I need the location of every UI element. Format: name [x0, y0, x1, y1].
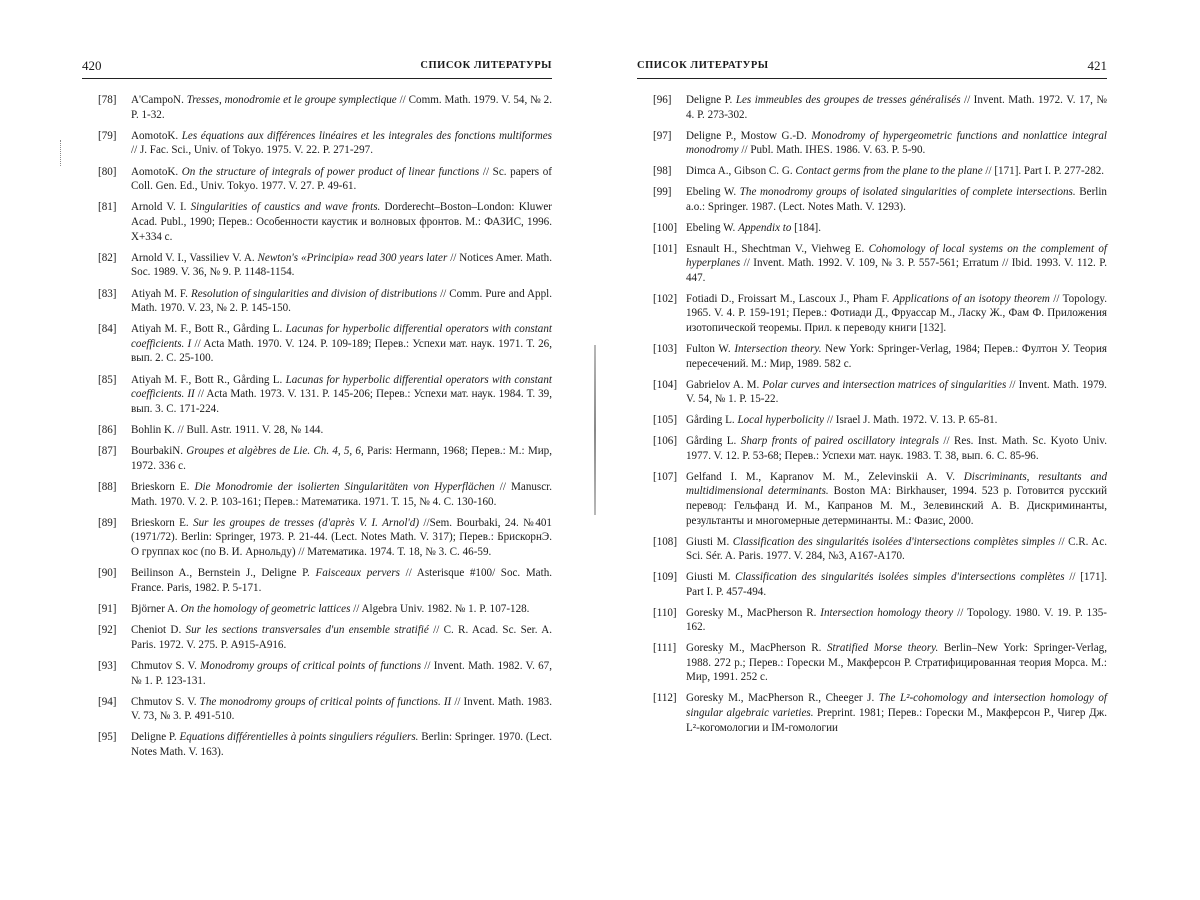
reference-entry — [82, 602, 552, 617]
reference-entry — [637, 93, 1107, 122]
reference-entry — [82, 423, 552, 438]
reference-authors: Dimca A., Gibson C. G. — [686, 165, 793, 178]
reference-authors: Esnault H., Shechtman V., Viehweg E. — [686, 242, 865, 255]
reference-entry — [637, 606, 1107, 635]
reference-number: [93] — [98, 659, 117, 672]
reference-authors: Goresky M., MacPherson R., Cheeger J. — [686, 692, 875, 705]
reference-number: [108] — [653, 535, 678, 548]
reference-title: Faisceaux pervers — [315, 567, 400, 580]
reference-entry — [82, 287, 552, 316]
reference-number: [111] — [653, 642, 677, 655]
reference-details: // Algebra Univ. 1982. № 1. P. 107-128. — [353, 602, 530, 615]
reference-list — [637, 93, 1107, 735]
reference-title: Die Monodromie der isolierten Singularitäten von Hyperflächen — [194, 481, 495, 493]
reference-number: [94] — [98, 695, 117, 708]
reference-authors: BourbakiN. — [131, 445, 184, 458]
left-page — [82, 58, 552, 766]
reference-entry — [637, 164, 1107, 179]
reference-number: [84] — [98, 323, 117, 336]
reference-details: // Invent. Math. 1982. V. 67, № 1. P. 123-131. — [131, 659, 552, 687]
reference-title: Sur les groupes de tresses (d'après V. I. Arnol'd) — [193, 516, 420, 529]
reference-authors: AomotoK. — [131, 165, 179, 178]
reference-details: //Sem. Bourbaki, 24. №401 (1971/72). Berlin: Springer, 1973. P. 21-44. (Lect. Notes Math. V. 317); Перев.: БрискорнЭ. О группах кос (по В. И. Арнольду) // Математика. 1974. Т. 18, № 3. С. 46-59. — [131, 516, 552, 558]
reference-number: [99] — [653, 186, 672, 199]
right-page — [637, 58, 1107, 742]
reference-details: // Israel J. Math. 1972. V. 13. P. 65-81. — [826, 414, 998, 427]
reference-authors: Chmutov S. V. — [131, 659, 197, 672]
reference-authors: Bohlin K. — [131, 424, 175, 437]
reference-title: The monodromy groups of isolated singularities of complete intersections. — [739, 186, 1076, 199]
reference-details: // Invent. Math. 1979. V. 54, № 1. P. 15-22. — [686, 378, 1107, 406]
reference-title: Cohomology of local systems on the complement of hyperplanes — [686, 242, 1107, 270]
reference-authors: Brieskorn E. — [131, 481, 190, 493]
reference-details: // Invent. Math. 1972. V. 17, № 4. P. 273-302. — [686, 94, 1107, 121]
reference-authors: Ebeling W. — [686, 186, 737, 199]
reference-number: [97] — [653, 129, 672, 142]
reference-number: [79] — [98, 129, 117, 142]
reference-number: [101] — [653, 242, 678, 255]
reference-entry — [82, 93, 552, 122]
reference-details: // Acta Math. 1973. V. 131. P. 145-206; Перев.: Успехи мат. наук. 1984. Т. 39, вып. 3. С. 171-224. — [131, 388, 552, 415]
reference-title: On the structure of integrals of power product of linear functions — [181, 165, 480, 178]
reference-authors: Brieskorn E. — [131, 516, 189, 529]
reference-authors: Chmutov S. V. — [131, 695, 197, 708]
reference-number: [96] — [653, 94, 672, 106]
reference-entry — [637, 434, 1107, 463]
reference-authors: Atiyah M. F. — [131, 287, 188, 300]
reference-authors: Gelfand I. M., Kapranov M. M., Zelevinskii A. V. — [686, 470, 955, 483]
reference-details: // Comm. Math. 1979. V. 54, № 2. P. 1-32. — [131, 94, 552, 121]
reference-details: Berlin–New York: Springer-Verlag, 1988. 272 p.; Перев.: Горески М., Макферсон Р. Стратифицированная теория Морса. М.: Мир, 1991. 252 с. — [686, 642, 1107, 684]
reference-number: [90] — [98, 567, 117, 580]
reference-entry — [637, 129, 1107, 158]
reference-title: Les immeubles des groupes de tresses généralisés — [735, 94, 961, 106]
reference-title: Contact germs from the plane to the plane — [795, 165, 983, 178]
reference-title: Discriminants, resultants and multidimensional determinants. — [686, 470, 1107, 498]
reference-entry — [82, 322, 552, 366]
reference-number: [106] — [653, 435, 678, 448]
reference-title: Singularities of caustics and wave fronts. — [190, 201, 381, 214]
reference-details: // Invent. Math. 1992. V. 109, № 3. P. 557-561; Erratum // Ibid. 1993. V. 112. P. 447. — [686, 257, 1107, 284]
reference-details: [184]. — [794, 221, 821, 234]
reference-authors: Fotiadi D., Froissart M., Lascoux J., Pham F. — [686, 292, 890, 305]
reference-title: Sharp fronts of paired oscillatory integrals — [740, 435, 939, 448]
reference-authors: Deligne P., Mostow G.-D. — [686, 129, 807, 142]
reference-entry — [82, 444, 552, 473]
reference-entry — [637, 342, 1107, 371]
reference-number: [98] — [653, 165, 672, 178]
reference-number: [88] — [98, 481, 117, 493]
reference-entry — [82, 373, 552, 417]
reference-details: // Publ. Math. IHES. 1986. V. 63. P. 5-90. — [741, 144, 926, 157]
reference-entry — [637, 691, 1107, 735]
reference-entry — [637, 242, 1107, 286]
reference-entry — [82, 200, 552, 244]
reference-details: // Comm. Pure and Appl. Math. 1970. V. 23, № 2. P. 145-150. — [131, 287, 552, 315]
reference-number: [95] — [98, 731, 117, 744]
reference-authors: Atiyah M. F., Bott R., Gårding L. — [131, 373, 283, 386]
reference-authors: Ebeling W. — [686, 221, 736, 234]
reference-title: Newton's «Principia» read 300 years later — [257, 251, 448, 264]
reference-title: Les équations aux différences linéaires et les integrales des fonctions multiformes — [181, 129, 552, 142]
reference-title: Lacunas for hyperbolic differential operators with constant coefficients. II — [131, 373, 552, 401]
reference-entry — [82, 129, 552, 158]
reference-details: // Sc. papers of Coll. Gen. Ed., Univ. Tokyo. 1977. V. 27. P. 49-61. — [131, 165, 552, 193]
scan-margin-mark — [594, 345, 596, 515]
reference-details: // Acta Math. 1970. V. 124. P. 109-189; Перев.: Успехи мат. наук. 1971. Т. 26, вып. 2. С. 25-100. — [131, 337, 552, 365]
reference-details: Dorderecht–Boston–London: Kluwer Acad. Publ., 1990; Перев.: Особенности каустик и волновых фронтов. М.: ФАЗИС, 1996. X+334 с. — [131, 201, 552, 243]
reference-number: [105] — [653, 414, 678, 427]
reference-details: Boston MA: Birkhauser, 1994. 523 p. Готовится русский перевод: Гельфанд И. М., Капранов М. М., Зелевинский А. В. Дискриминанты, результанты и многомерные детерминанты. М.: Фазис, 2000. — [686, 485, 1108, 527]
reference-title: Local hyperbolicity — [737, 414, 825, 427]
reference-entry — [82, 251, 552, 280]
page-header — [637, 58, 1107, 79]
reference-number: [85] — [98, 373, 117, 386]
reference-authors: Fulton W. — [686, 343, 731, 356]
reference-number: [92] — [98, 624, 117, 637]
reference-authors: Gårding L. — [686, 435, 737, 448]
reference-number: [80] — [98, 165, 117, 178]
reference-details: // Invent. Math. 1983. V. 73, № 3. P. 491-510. — [131, 695, 552, 723]
reference-entry — [637, 535, 1107, 564]
reference-title: Appendix to — [738, 221, 792, 234]
reference-title: Lacunas for hyperbolic differential operators with constant coefficients. I — [131, 323, 552, 350]
reference-authors: Björner A. — [131, 602, 178, 615]
reference-entry — [82, 695, 552, 724]
reference-entry — [82, 730, 552, 759]
page-number: 421 — [1087, 58, 1107, 73]
reference-authors: Deligne P. — [131, 731, 177, 744]
reference-title: Applications of an isotopy theorem — [892, 292, 1050, 305]
reference-title: Intersection theory. — [734, 343, 822, 356]
reference-title: Stratified Morse theory. — [826, 642, 939, 655]
reference-details: // C. R. Acad. Sc. Ser. A. Paris. 1972. V. 275. P. A915-A916. — [131, 624, 552, 651]
reference-entry — [637, 470, 1107, 528]
reference-details: // [171]. Part I. P. 457-494. — [686, 571, 1107, 598]
reference-authors: Gårding L. — [686, 414, 735, 427]
reference-details: // Res. Inst. Math. Sc. Kyoto Univ. 1977. V. 12. P. 53-68; Перев.: Успехи мат. наук. 1983. Т. 38, вып. 6. С. 85-96. — [686, 435, 1108, 462]
reference-entry — [82, 659, 552, 688]
reference-number: [112] — [653, 692, 677, 705]
reference-authors: Beilinson A., Bernstein J., Deligne P. — [131, 567, 310, 580]
page-header — [82, 58, 552, 79]
reference-number: [102] — [653, 292, 678, 305]
reference-entry — [637, 641, 1107, 685]
reference-entry — [637, 292, 1107, 336]
reference-details: // Manuscr. Math. 1970. V. 2. P. 103-161; Перев.: Математика. 1971. Т. 15, № 4. С. 130-160. — [131, 481, 553, 508]
reference-details: // C.R. Ac. Sci. Sér. A. Paris. 1977. V. 284, №3, A167-A170. — [686, 535, 1108, 563]
reference-title: Equations différentielles à points singuliers réguliers. — [179, 731, 419, 744]
reference-title: Monodromy of hypergeometric functions and nonlattice integral monodromy — [686, 129, 1107, 157]
reference-number: [103] — [653, 343, 678, 356]
reference-number: [109] — [653, 571, 678, 584]
reference-number: [100] — [653, 221, 678, 234]
reference-authors: Giusti M. — [686, 535, 730, 548]
reference-title: Groupes et algèbres de Lie. Ch. 4, 5, 6, — [186, 445, 364, 458]
reference-title: Polar curves and intersection matrices of singularities — [762, 378, 1007, 391]
reference-details: // Bull. Astr. 1911. V. 28, № 144. — [177, 424, 324, 437]
reference-entry — [637, 185, 1107, 214]
reference-authors: Arnold V. I. — [131, 201, 187, 214]
reference-details: Berlin: Springer. 1970. (Lect. Notes Math. V. 163). — [131, 731, 553, 759]
reference-details: Paris: Hermann, 1968; Перев.: М.: Мир, 1972. 336 с. — [131, 445, 552, 472]
reference-details: // [171]. Part I. P. 277-282. — [985, 165, 1105, 178]
reference-title: Monodromy groups of critical points of functions — [200, 659, 422, 672]
reference-number: [104] — [653, 378, 678, 391]
reference-entry — [82, 566, 552, 595]
reference-authors: Giusti M. — [686, 571, 731, 584]
reference-list — [82, 93, 552, 760]
reference-authors: Goresky M., MacPherson R. — [686, 606, 817, 619]
reference-details: // Topology. 1980. V. 19. P. 135-162. — [686, 606, 1107, 634]
reference-authors: AomotoK. — [131, 129, 179, 142]
reference-entry — [637, 570, 1107, 599]
reference-authors: Gabrielov A. M. — [686, 378, 760, 391]
reference-entry — [82, 516, 552, 560]
reference-entry — [82, 623, 552, 652]
reference-title: The L²-cohomology and intersection homology of singular algebraic varieties. — [686, 692, 1107, 720]
reference-details: // Asterisque #100/ Soc. Math. France. Paris, 1982. P. 5-171. — [131, 567, 553, 594]
reference-title: On the homology of geometric lattices — [180, 602, 351, 615]
running-head: СПИСОК ЛИТЕРАТУРЫ — [637, 60, 769, 71]
reference-details: Preprint. 1981; Перев.: Горески М., Макферсон Р., Чигер Дж. L²-когомологии и IM-гомологии — [686, 707, 1107, 734]
running-head: СПИСОК ЛИТЕРАТУРЫ — [420, 60, 552, 71]
reference-title: Classification des singularités isolées d'intersections complètes simples — [732, 535, 1055, 548]
reference-title: Sur les sections transversales d'un ensemble stratifié — [185, 624, 429, 637]
reference-details: New York: Springer-Verlag, 1984; Перев.: Фултон У. Теория пересечений. М.: Мир, 1989. 582 с. — [686, 343, 1108, 370]
reference-number: [87] — [98, 445, 117, 458]
reference-title: The monodromy groups of critical points of functions. II — [199, 695, 452, 708]
page-number: 420 — [82, 58, 102, 73]
reference-authors: Cheniot D. — [131, 624, 182, 637]
reference-number: [83] — [98, 287, 117, 300]
reference-details: // Notices Amer. Math. Soc. 1989. V. 36, № 9. P. 1148-1154. — [131, 251, 552, 279]
reference-details: Berlin a.o.: Springer. 1987. (Lect. Notes Math. V. 1293). — [686, 186, 1107, 213]
reference-number: [110] — [653, 606, 677, 619]
reference-entry — [82, 165, 552, 194]
reference-number: [82] — [98, 251, 117, 264]
reference-number: [89] — [98, 516, 117, 529]
reference-authors: Arnold V. I., Vassiliev V. A. — [131, 251, 255, 264]
reference-entry — [637, 221, 1107, 236]
reference-title: Classification des singularités isolées simples d'intersections complètes — [735, 571, 1065, 584]
reference-authors: Deligne P. — [686, 94, 733, 106]
reference-title: Intersection homology theory — [820, 606, 954, 619]
reference-number: [81] — [98, 201, 117, 214]
reference-details: // Topology. 1965. V. 4. P. 159-191; Перев.: Фотиади Д., Фруассар М., Ласку Ж., Фам Ф. Приложения изотопической теоремы. Прил. к переводу книги [132]. — [686, 292, 1107, 335]
reference-details: // J. Fac. Sci., Univ. of Tokyo. 1975. V. 22. P. 271-297. — [131, 144, 373, 157]
reference-number: [107] — [653, 470, 678, 483]
reference-number: [91] — [98, 602, 117, 615]
reference-number: [78] — [98, 94, 117, 106]
reference-entry — [637, 378, 1107, 407]
scan-margin-ticks — [60, 140, 63, 166]
reference-authors: Atiyah M. F., Bott R., Gårding L. — [131, 323, 283, 336]
reference-title: Resolution of singularities and division of distributions — [190, 287, 438, 300]
reference-title: Tresses, monodromie et le groupe symplectique — [186, 94, 397, 106]
reference-entry — [82, 480, 552, 509]
reference-authors: Goresky M., MacPherson R. — [686, 642, 822, 655]
reference-number: [86] — [98, 424, 117, 437]
reference-entry — [637, 413, 1107, 428]
reference-authors: A'CampoN. — [131, 94, 184, 106]
